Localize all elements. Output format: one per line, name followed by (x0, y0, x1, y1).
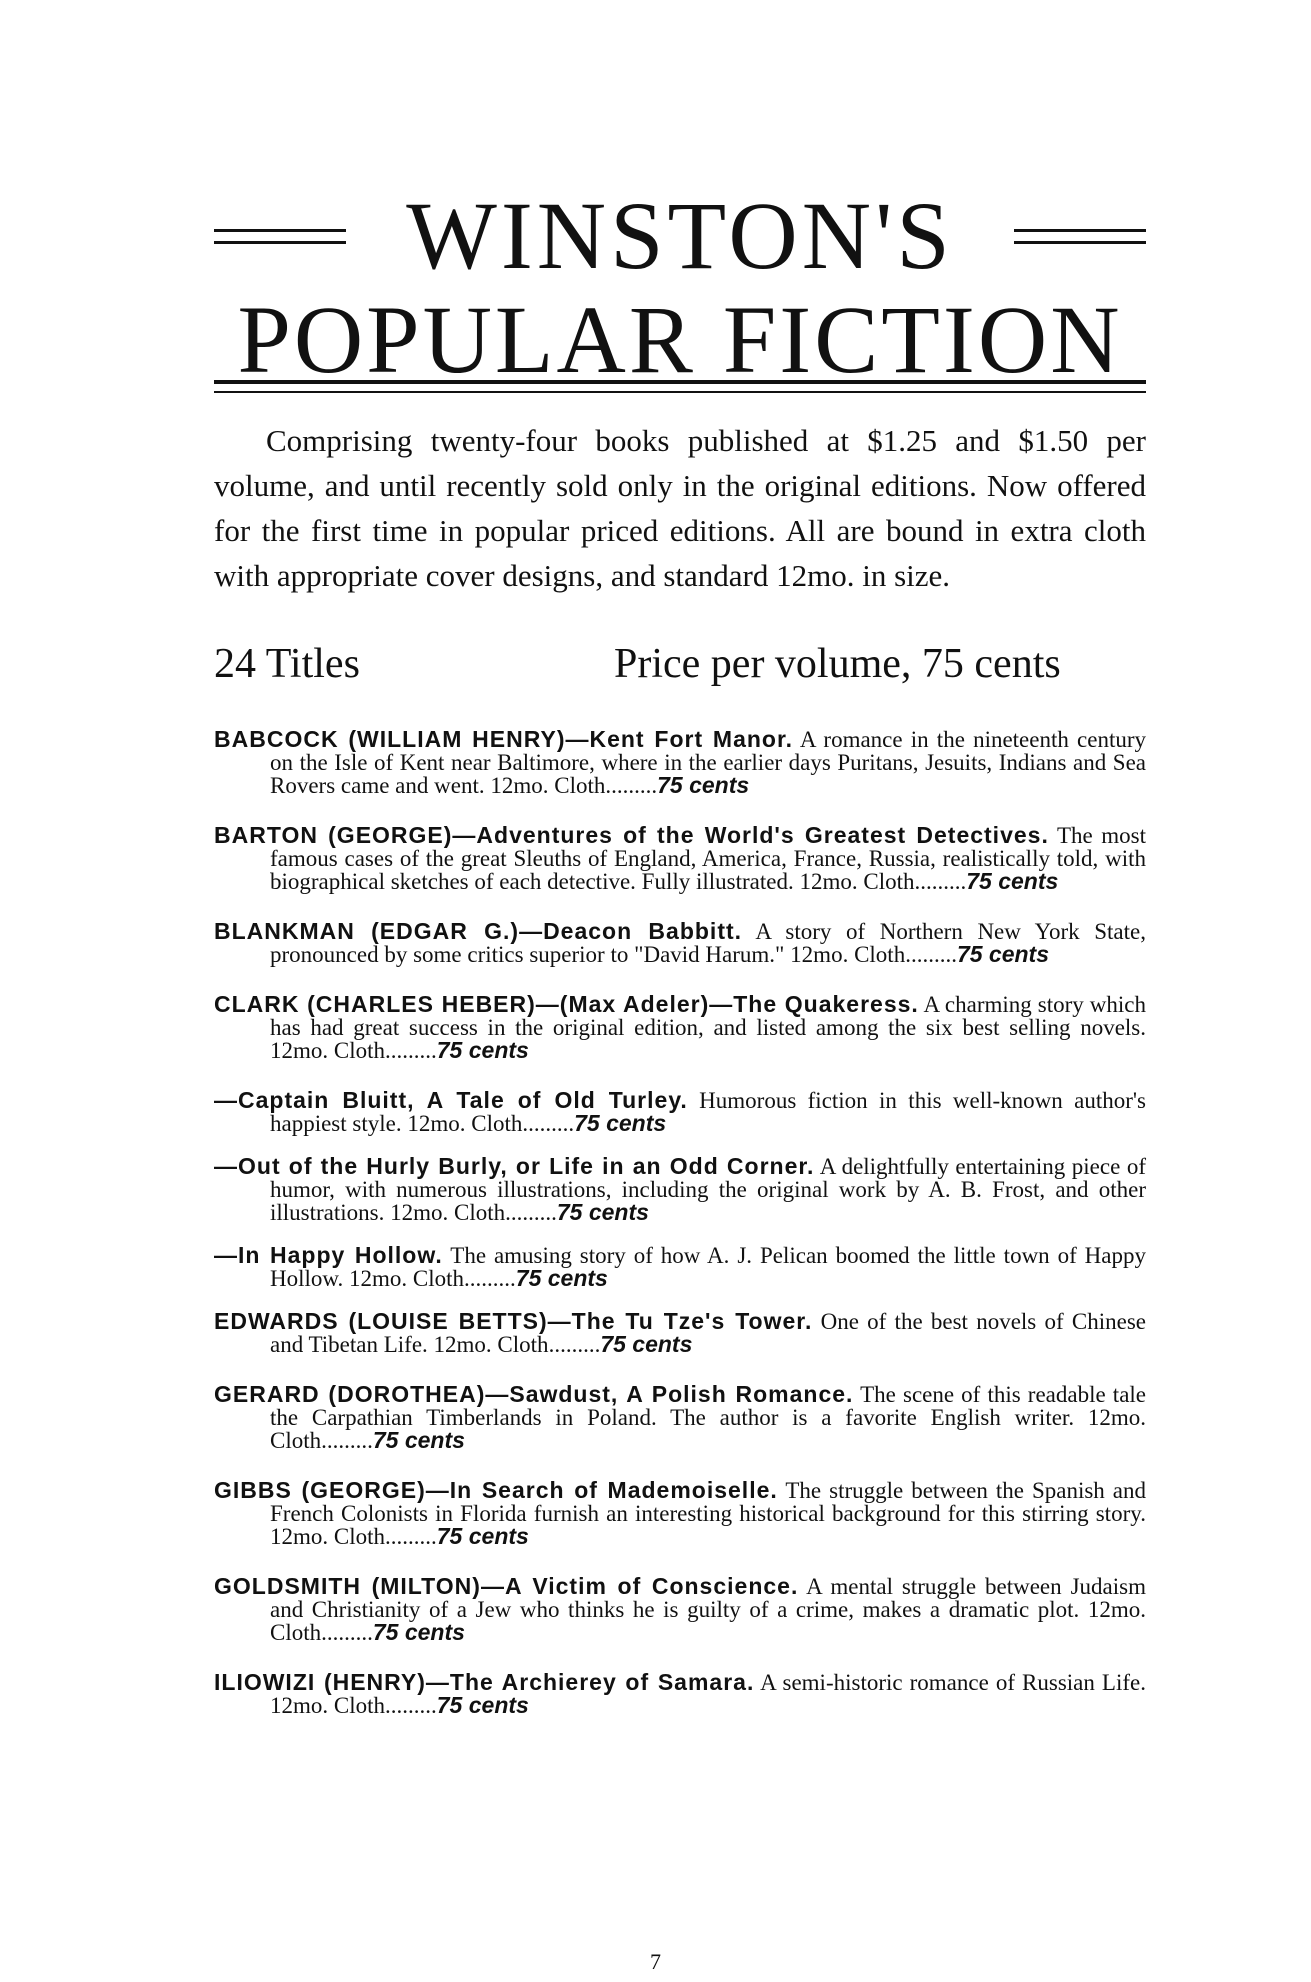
book-entry (214, 824, 1146, 893)
book-entry-heading: GERARD (DOROTHEA)—Sawdust, A Polish Romance. (214, 1381, 854, 1407)
dot-leader: ......... (548, 1332, 601, 1357)
dot-leader: ......... (385, 1693, 437, 1718)
book-entry-price: 75 cents (436, 1037, 529, 1063)
book-entry-heading: —Captain Bluitt, A Tale of Old Turley. (214, 1087, 688, 1113)
book-entry (214, 920, 1146, 966)
book-entry-price: 75 cents (966, 868, 1059, 894)
double-rule-left (214, 229, 346, 244)
book-entry-heading: GOLDSMITH (MILTON)—A Victim of Conscience. (214, 1573, 799, 1599)
dot-leader: ......... (914, 869, 967, 894)
book-entry-heading: BARTON (GEORGE)—Adventures of the World's Greatest Detectives. (214, 822, 1049, 848)
book-entry (214, 1575, 1146, 1644)
book-entry-price: 75 cents (372, 1619, 465, 1645)
book-entry-description: A semi-historic romance of Russian Life. 12mo. Cloth (270, 1670, 1146, 1718)
page-number: 7 (650, 1949, 661, 1974)
book-entry-price: 75 cents (436, 1523, 529, 1549)
book-entry (214, 1310, 1146, 1356)
book-entry-heading: BABCOCK (WILLIAM HENRY)—Kent Fort Manor. (214, 726, 794, 752)
book-entry (214, 1089, 1146, 1135)
header-title-winstons: WINSTON'S (406, 182, 954, 289)
price-row (214, 638, 1146, 690)
book-entry (214, 1479, 1146, 1548)
book-entry (214, 1671, 1146, 1717)
book-entry-description: One of the best novels of Chinese and Tibetan Life. 12mo. Cloth (270, 1309, 1146, 1357)
book-entry-price: 75 cents (556, 1199, 649, 1225)
dot-leader: ......... (905, 942, 957, 967)
dot-leader: ......... (605, 773, 658, 798)
book-entry-description: The struggle between the Spanish and French Colonists in Florida furnish an interesting historical background for this stirring story. 12mo. Cloth (270, 1478, 1146, 1549)
book-entry (214, 1244, 1146, 1290)
book-entry (214, 1383, 1146, 1452)
book-entry (214, 728, 1146, 797)
dot-leader: ......... (505, 1200, 557, 1225)
book-entry-price: 75 cents (956, 941, 1050, 967)
book-entry-heading: CLARK (CHARLES HEBER)—(Max Adeler)—The Quakeress. (214, 991, 919, 1017)
header-rule-thick (214, 380, 1146, 384)
book-entry-price: 75 cents (436, 1692, 529, 1718)
book-listings (214, 728, 1146, 1744)
header-rule-thin (214, 391, 1146, 393)
book-entry-description: A delightfully entertaining piece of humor, with numerous illustrations, including the original work by A. B. Frost, and other illustrations. 12mo. Cloth (270, 1154, 1146, 1225)
header-title-popular-fiction: POPULAR FICTION (237, 286, 1123, 393)
book-entry-description: A romance in the nineteenth century on the Isle of Kent near Baltimore, where in the earlier days Puritans, Jesuits, Indians and Sea Rovers came and went. 12mo. Cloth (270, 727, 1146, 798)
book-entry-price: 75 cents (515, 1265, 608, 1291)
dot-leader: ......... (385, 1038, 437, 1063)
book-entry-heading: —Out of the Hurly Burly, or Life in an Odd Corner. (214, 1153, 815, 1179)
book-entry-heading: —In Happy Hollow. (214, 1242, 443, 1268)
book-entry (214, 1155, 1146, 1224)
book-entry (214, 993, 1146, 1062)
book-entry-heading: EDWARDS (LOUISE BETTS)—The Tu Tze's Tower. (214, 1308, 813, 1334)
titles-count: 24 Titles (214, 641, 360, 687)
book-entry-price: 75 cents (657, 772, 750, 798)
book-entry-price: 75 cents (372, 1427, 465, 1453)
book-entry-description: A story of Northern New York State, pronounced by some critics superior to "David Harum." 12mo. Cloth (270, 919, 1146, 967)
book-entry-description: The scene of this readable tale the Carpathian Timberlands in Poland. The author is a favorite English writer. 12mo. Cloth (270, 1382, 1146, 1453)
dot-leader: ......... (321, 1620, 373, 1645)
book-entry-description: A charming story which has had great success in the original edition, and listed among the six best selling novels. 12mo. Cloth (270, 992, 1146, 1063)
book-entry-description: The amusing story of how A. J. Pelican boomed the little town of Happy Hollow. 12mo. Cloth (270, 1243, 1146, 1291)
price-per-volume: Price per volume, 75 cents (614, 641, 1061, 687)
intro-paragraph: Comprising twenty-four books published at $1.25 and $1.50 per volume, and until recently sold only in the original editions. Now offered for the first time in popular priced editions. All are bound in extra cloth with appropriate cover designs, and standard 12mo. in size. (214, 423, 1146, 593)
dot-leader: ......... (464, 1266, 516, 1291)
book-entry-heading: BLANKMAN (EDGAR G.)—Deacon Babbitt. (214, 918, 743, 944)
book-entry-description: The most famous cases of the great Sleuths of England, America, France, Russia, realistically told, with biographical sketches of each detective. Fully illustrated. 12mo. Cloth (270, 823, 1146, 894)
book-entry-price: 75 cents (600, 1331, 693, 1357)
book-entry-heading: ILIOWIZI (HENRY)—The Archierey of Samara. (214, 1669, 755, 1695)
dot-leader: ......... (522, 1111, 575, 1136)
book-entry-description: Humorous fiction in this well-known author's happiest style. 12mo. Cloth (270, 1088, 1146, 1136)
dot-leader: ......... (385, 1524, 437, 1549)
book-entry-price: 75 cents (574, 1110, 667, 1136)
double-rule-right (1014, 229, 1146, 244)
book-entry-heading: GIBBS (GEORGE)—In Search of Mademoiselle. (214, 1477, 778, 1503)
dot-leader: ......... (321, 1428, 373, 1453)
header-line-1 (214, 182, 1146, 289)
book-entry-description: A mental struggle between Judaism and Christianity of a Jew who thinks he is guilty of a crime, makes a dramatic plot. 12mo. Cloth (270, 1574, 1146, 1645)
